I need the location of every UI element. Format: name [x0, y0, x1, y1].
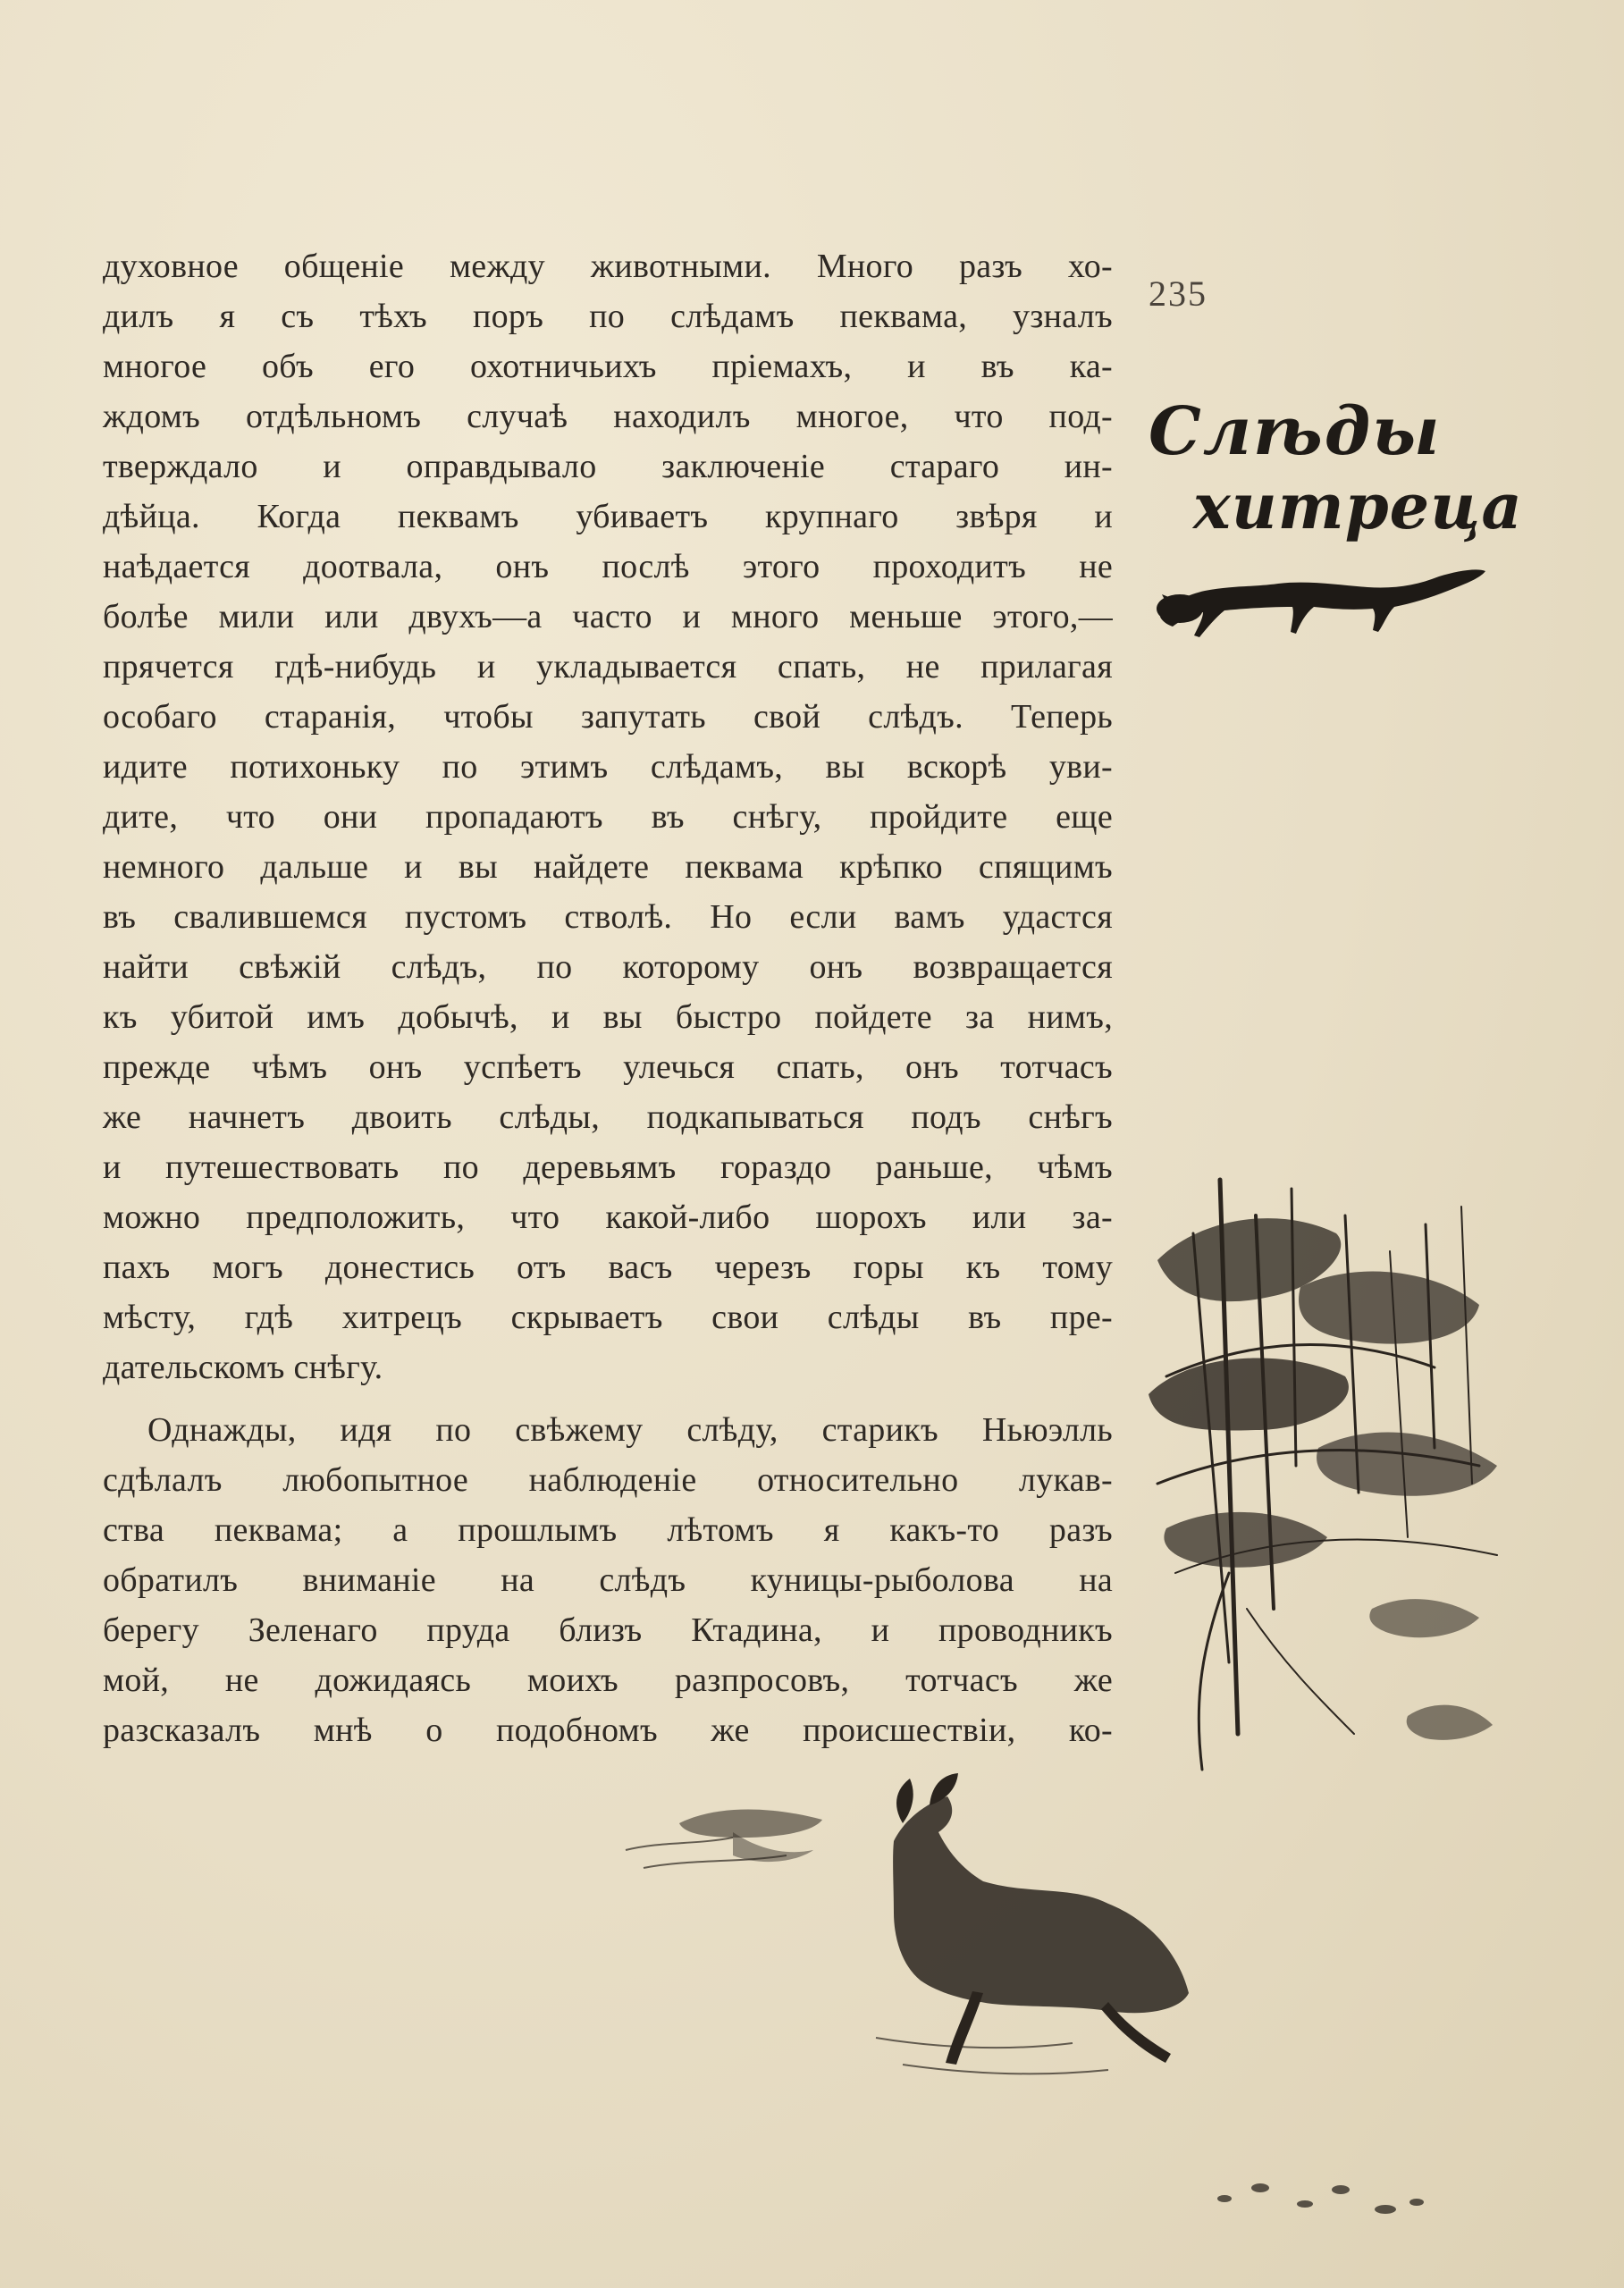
text-line: тверждало и оправдывало заключеніе стараго ин-	[103, 448, 1113, 485]
text-line: же начнетъ двоить слѣды, подкапываться подъ снѣгъ	[103, 1098, 1113, 1136]
text-line: дѣйца. Когда пеквамъ убиваетъ крупнаго звѣря и	[103, 498, 1113, 535]
text-line: берегу Зеленаго пруда близъ Ктадина, и проводникъ	[103, 1611, 1113, 1649]
paragraph	[103, 241, 1113, 1392]
text-line: прячется гдѣ-нибудь и укладывается спать, не прилагая	[103, 648, 1113, 686]
text-line: ства пеквама; а прошлымъ лѣтомъ я какъ-то разъ	[103, 1511, 1113, 1549]
text-line: особаго старанія, чтобы запутать свой слѣдъ. Теперь	[103, 698, 1113, 736]
text-line: мѣсту, гдѣ хитрецъ скрываетъ свои слѣды въ пре-	[103, 1299, 1113, 1336]
text-line: мой, не дожидаясь моихъ разпросовъ, тотчасъ же	[103, 1661, 1113, 1699]
text-line: многое объ его охотничьихъ пріемахъ, и въ ка-	[103, 348, 1113, 385]
paragraph	[103, 1405, 1113, 1755]
text-line: дите, что они пропадаютъ въ снѣгу, пройдите еще	[103, 798, 1113, 836]
text-line: можно предположить, что какой-либо шорохъ или за-	[103, 1199, 1113, 1236]
sidebar-title-line1: Слѣды	[1149, 393, 1442, 470]
page-number: 235	[1149, 273, 1207, 314]
tree-sketch-illustration	[1140, 1108, 1515, 1791]
text-line: дилъ я съ тѣхъ поръ по слѣдамъ пеквама, узналъ	[103, 298, 1113, 335]
tracks-marks-illustration	[1207, 2163, 1439, 2238]
sidebar-title-line2: хитреца	[1193, 469, 1523, 543]
text-line: найти свѣжій слѣдъ, по которому онъ возвращается	[103, 948, 1113, 986]
text-line: сдѣлалъ любопытное наблюденіе относительно лукав-	[103, 1461, 1113, 1499]
text-line: прежде чѣмъ онъ успѣетъ улечься спать, онъ тотчасъ	[103, 1048, 1113, 1086]
text-line: наѣдается доотвала, онъ послѣ этого проходитъ не	[103, 548, 1113, 585]
text-line: ждомъ отдѣльномъ случаѣ находилъ многое, что под-	[103, 398, 1113, 435]
text-line: къ убитой имъ добычѣ, и вы быстро пойдете за нимъ,	[103, 998, 1113, 1036]
fisher-silhouette-illustration	[1153, 532, 1493, 652]
text-line: разсказалъ мнѣ о подобномъ же происшествіи, ко-	[103, 1712, 1113, 1749]
text-line: пахъ могъ донестись отъ васъ черезъ горы къ тому	[103, 1249, 1113, 1286]
text-line: въ свалившемся пустомъ стволѣ. Но если вамъ удастся	[103, 898, 1113, 936]
text-line: и путешествовать по деревьямъ гораздо раньше, чѣмъ	[103, 1148, 1113, 1186]
text-line: духовное общеніе между животными. Много разъ хо-	[103, 248, 1113, 285]
body-text	[103, 241, 1113, 1755]
deer-sketch-illustration	[608, 1770, 1233, 2095]
text-line: немного дальше и вы найдете пеквама крѣпко спящимъ	[103, 848, 1113, 886]
text-line: Однажды, идя по свѣжему слѣду, старикъ Ньюэлль	[147, 1411, 1113, 1449]
text-line: идите потихоньку по этимъ слѣдамъ, вы вскорѣ уви-	[103, 748, 1113, 786]
text-line: дательскомъ снѣгу.	[103, 1349, 383, 1386]
text-line: обратилъ вниманіе на слѣдъ куницы-рыболова на	[103, 1561, 1113, 1599]
text-line: болѣе мили или двухъ—а часто и много меньше этого,—	[103, 598, 1113, 635]
